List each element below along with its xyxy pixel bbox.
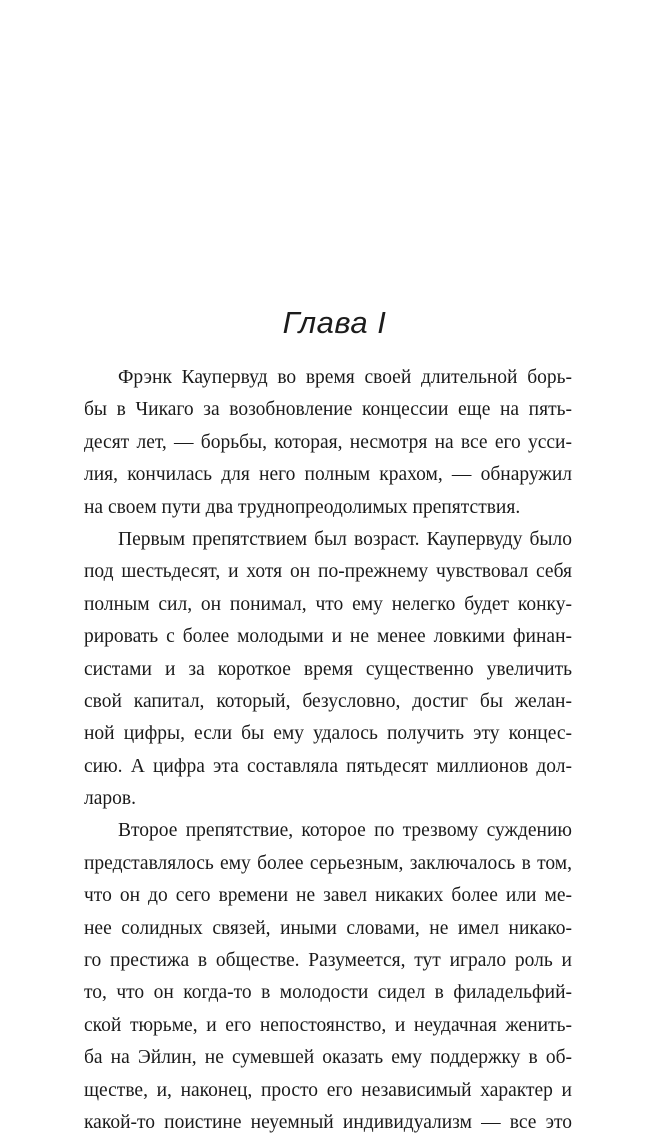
text-line: Первым препятствием был возраст. Каупервуду было bbox=[118, 528, 572, 550]
text-line: сию. А цифра эта составляла пятьдесят миллионов дол- bbox=[84, 755, 572, 777]
text-line: систами и за короткое время существенно увеличить bbox=[84, 658, 572, 680]
text-line: ларов. bbox=[84, 788, 136, 810]
chapter-body bbox=[84, 362, 572, 1139]
text-line: полным сил, он понимал, что ему нелегко будет конку- bbox=[84, 593, 572, 615]
text-line: что он до сего времени не завел никаких более или ме- bbox=[84, 885, 572, 907]
text-line: свой капитал, который, безусловно, достиг бы желан- bbox=[84, 690, 572, 712]
text-line: Второе препятствие, которое по трезвому суждению bbox=[118, 820, 572, 842]
text-line: лия, кончилась для него полным крахом, — обнаружил bbox=[84, 464, 572, 486]
text-line: рировать с более молодыми и не менее ловкими финан- bbox=[84, 626, 572, 648]
text-line: какой-то поистине неуемный индивидуализм — все это bbox=[84, 1111, 572, 1133]
paragraph bbox=[84, 815, 572, 1139]
text-line: под шестьдесят, и хотя он по-прежнему чувствовал себя bbox=[84, 561, 572, 583]
paragraph bbox=[84, 362, 572, 524]
text-line: на своем пути два труднопреодолимых препятствия. bbox=[84, 496, 521, 518]
paragraph bbox=[84, 524, 572, 816]
text-line: представлялось ему более серьезным, заключалось в том, bbox=[84, 852, 572, 874]
text-line: нее солидных связей, иными словами, не имел никако- bbox=[84, 917, 572, 939]
text-line: ной цифры, если бы ему удалось получить эту концес- bbox=[84, 723, 572, 745]
chapter-title: Глава I bbox=[282, 305, 387, 340]
text-line: ской тюрьме, и его непостоянство, и неудачная женить- bbox=[84, 1014, 572, 1036]
text-line: десят лет, — борьбы, которая, несмотря на все его усси- bbox=[84, 431, 572, 453]
text-line: го престижа в обществе. Разумеется, тут играло роль и bbox=[84, 950, 572, 972]
text-line: ществе, и, наконец, просто его независимый характер и bbox=[84, 1079, 572, 1101]
text-line: то, что он когда-то в молодости сидел в филадельфий- bbox=[84, 982, 572, 1004]
text-line: бы в Чикаго за возобновление концессии еще на пять- bbox=[84, 399, 572, 421]
text-line: Фрэнк Каупервуд во время своей длительной борь- bbox=[118, 367, 572, 388]
text-line: ба на Эйлин, не сумевшей оказать ему поддержку в об- bbox=[84, 1047, 572, 1069]
